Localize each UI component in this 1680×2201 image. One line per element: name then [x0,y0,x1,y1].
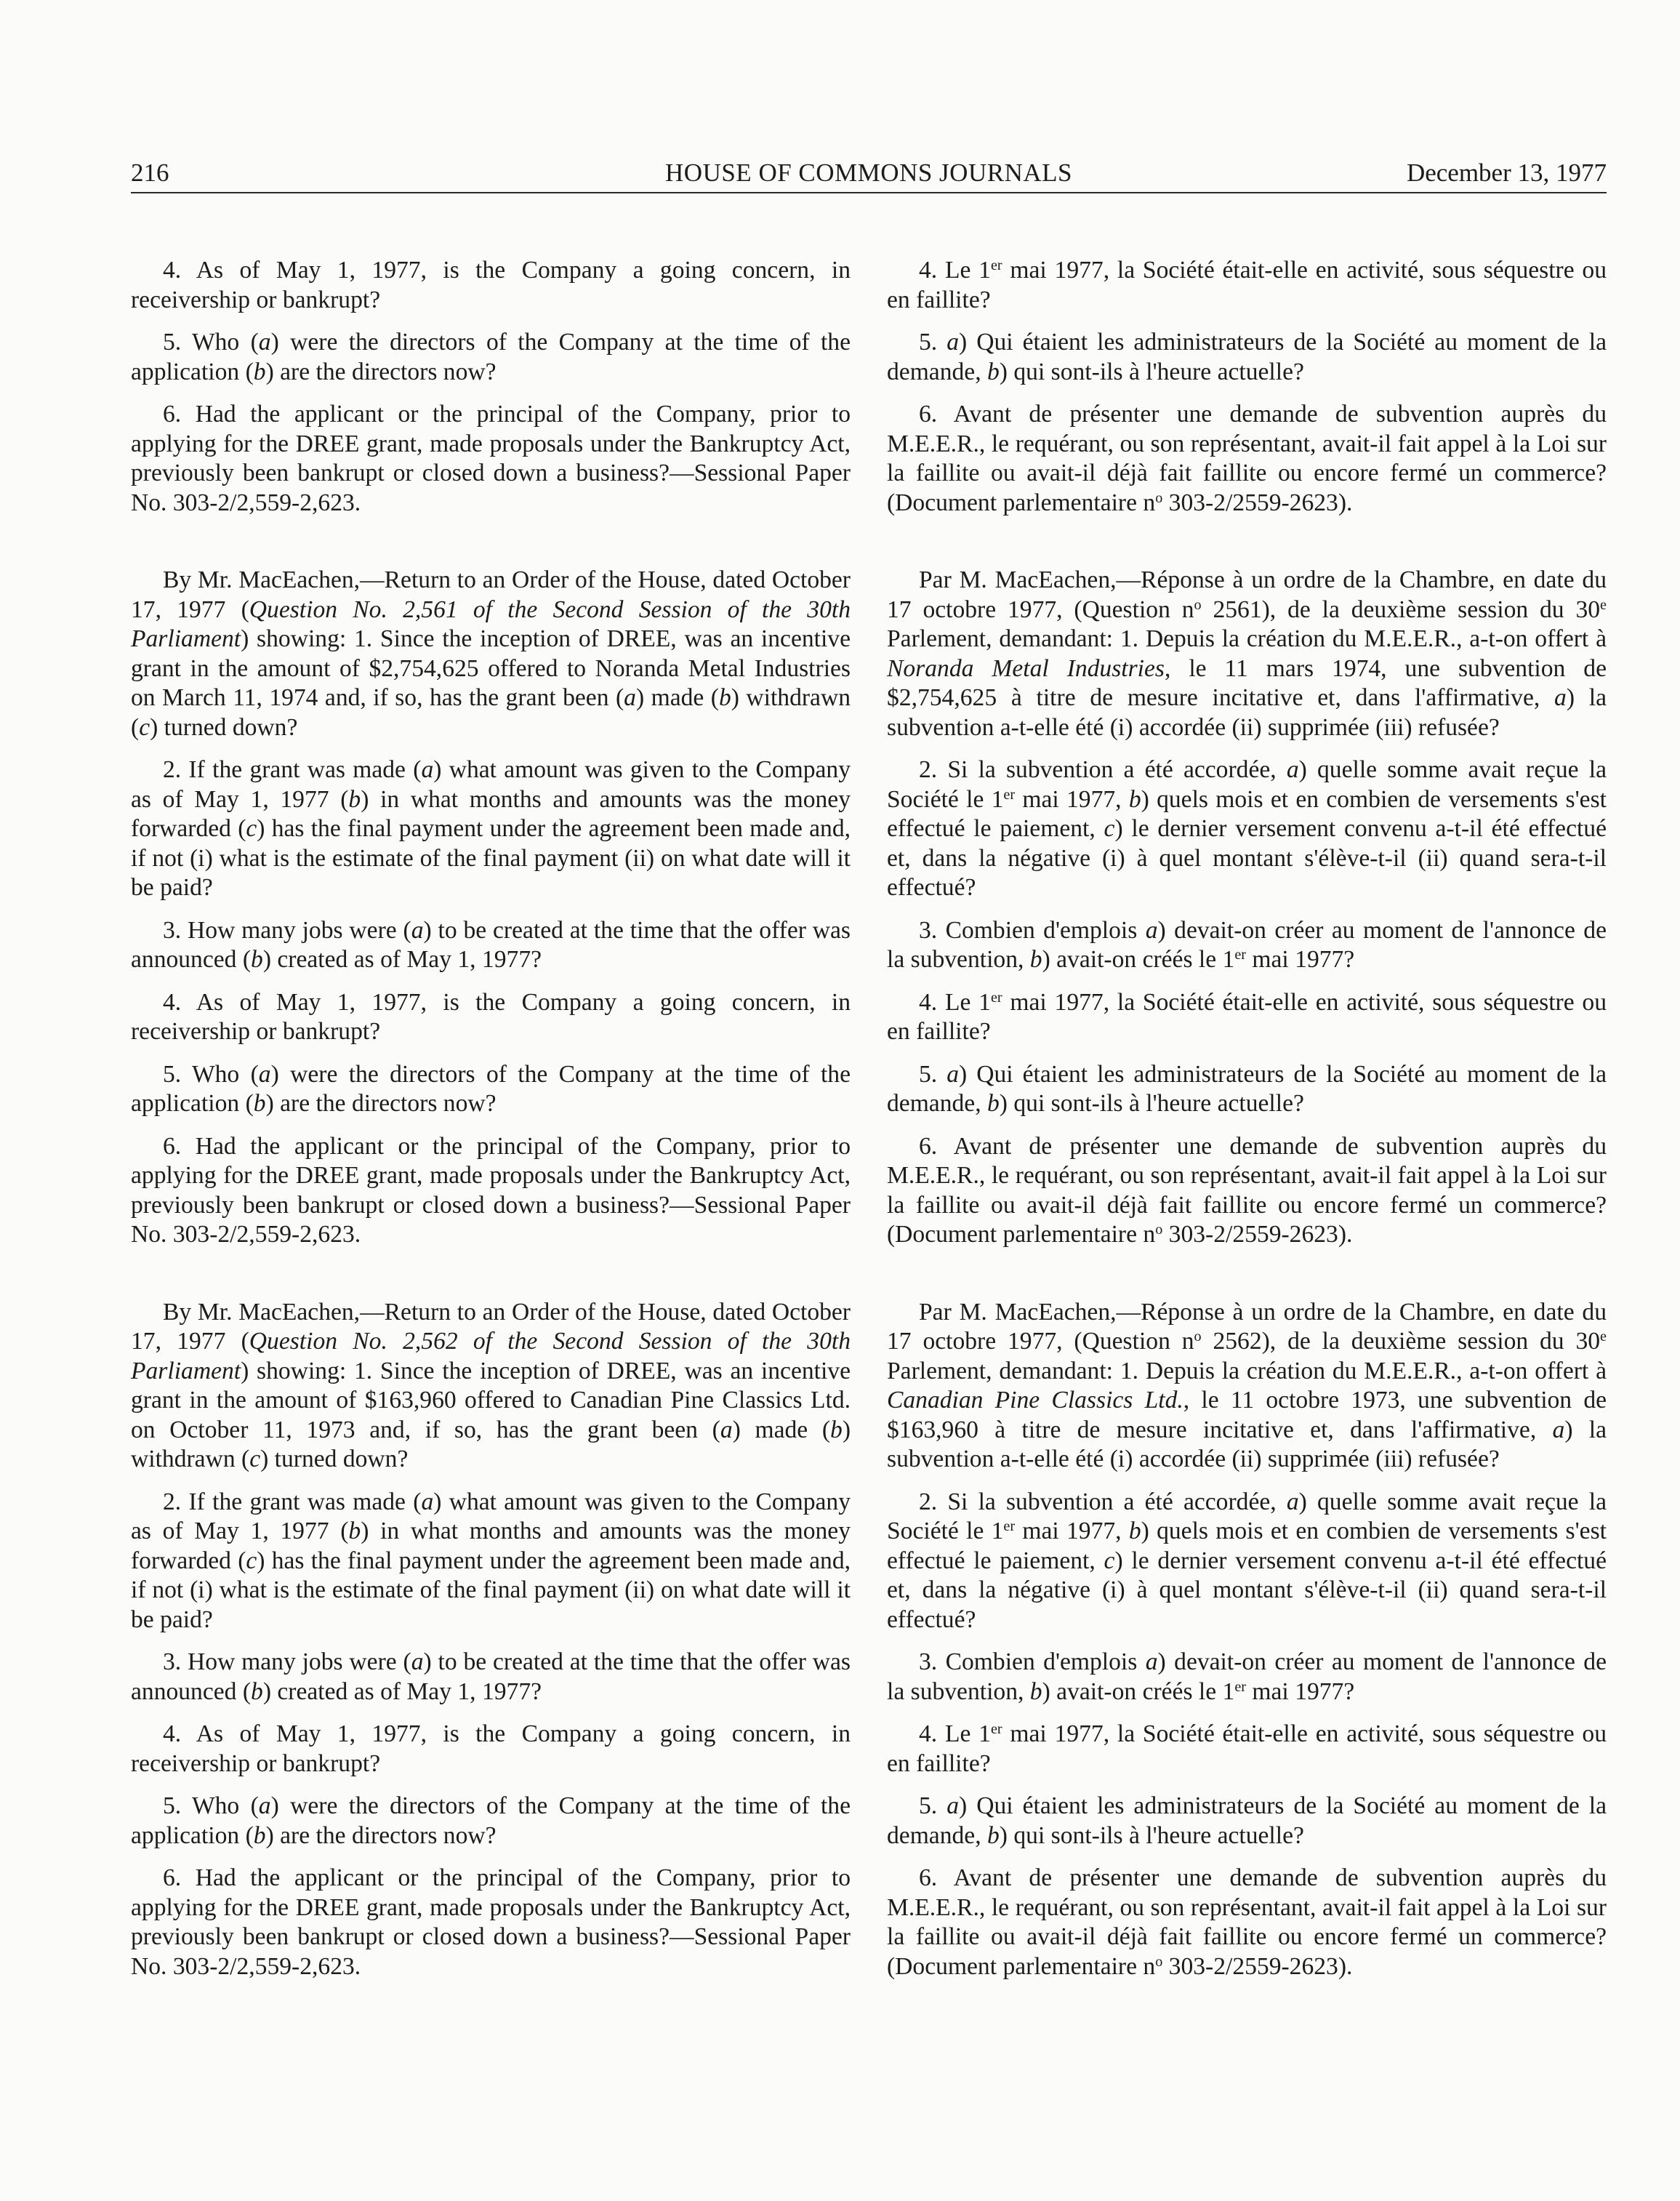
paragraph: 2. If the grant was made (a) what amount was given to the Company as of May 1, 1977 (b) in what months and amounts was the money forwarded (c) has the final payment under the agreement been made and, if not (i) what is the estimate of the final payment (ii) on what date will it be paid? [131,756,851,901]
paragraph: 4. Le 1er mai 1977, la Société était-elle en activité, sous séquestre ou en faillite? [887,1720,1607,1777]
paragraph: 5. a) Qui étaient les administrateurs de la Société au moment de la demande, b) qui sont-ils à l'heure actuelle? [887,1060,1607,1117]
paragraph: 3. How many jobs were (a) to be created at the time that the offer was announced (b) created as of May 1, 1977? [131,1648,851,1705]
paragraph: 2. If the grant was made (a) what amount was given to the Company as of May 1, 1977 (b) in what months and amounts was the money forwarded (c) has the final payment under the agreement been made and, if not (i) what is the estimate of the final payment (ii) on what date will it be paid? [131,1488,851,1633]
paragraph: 3. Combien d'emplois a) devait-on créer au moment de l'annonce de la subvention, b) avait-on créés le 1er mai 1977? [887,916,1607,973]
header-date: December 13, 1977 [1406,159,1607,187]
paragraph: 6. Had the applicant or the principal of the Company, prior to applying for the DREE grant, made proposals under the Bankruptcy Act, previously been bankrupt or closed down a business?—Sessional Paper No. 303-2/2,559-2,623. [131,401,851,516]
return-intro-paragraph: Par M. MacEachen,—Réponse à un ordre de la Chambre, en date du 17 octobre 1977, (Question $n^o$ 2561), de la deuxième session du 30e Parlement, demandant: 1. Depuis la création du M.E.E.R., a-t-on offert à Noranda Metal Industries, le 11 mars 1974, une subvention de $2,754,625 à titre de mesure incitative et, dans l'affirmative, a) la subvention a-t-elle été (i) accordée (ii) supprimée (iii) refusée? [887,566,1607,741]
return-intro-paragraph: By Mr. MacEachen,—Return to an Order of the House, dated October 17, 1977 (Question No. 2,561 of the Second Session of the 30th Parliament) showing: 1. Since the inception of DREE, was an incentive grant in the amount of $2,754,625 offered to Noranda Metal Industries on March 11, 1974 and, if so, has the grant been (a) made (b) withdrawn (c) turned down? [131,566,851,741]
return-intro-paragraph: By Mr. MacEachen,—Return to an Order of the House, dated October 17, 1977 (Question No. 2,562 of the Second Session of the 30th Parliament) showing: 1. Since the inception of DREE, was an incentive grant in the amount of $163,960 offered to Canadian Pine Classics Ltd. on October 11, 1973 and, if so, has the grant been (a) made (b) withdrawn (c) turned down? [131,1298,851,1472]
paragraph: 4. Le 1er mai 1977, la Société était-elle en activité, sous séquestre ou en faillite? [887,257,1607,313]
paragraph: 4. As of May 1, 1977, is the Company a going concern, in receivership or bankrupt? [131,988,851,1045]
paragraph: 6. Had the applicant or the principal of the Company, prior to applying for the DREE grant, made proposals under the Bankruptcy Act, previously been bankrupt or closed down a business?—Sessional Paper No. 303-2/2,559-2,623. [131,1864,851,1980]
paragraph: 6. Had the applicant or the principal of the Company, prior to applying for the DREE grant, made proposals under the Bankruptcy Act, previously been bankrupt or closed down a business?—Sessional Paper No. 303-2/2,559-2,623. [131,1132,851,1248]
paragraph: 3. Combien d'emplois a) devait-on créer au moment de l'annonce de la subvention, b) avait-on créés le 1er mai 1977? [887,1648,1607,1705]
paragraph: 4. As of May 1, 1977, is the Company a going concern, in receivership or bankrupt? [131,1720,851,1777]
paragraph: 5. a) Qui étaient les administrateurs de la Société au moment de la demande, b) qui sont-ils à l'heure actuelle? [887,1792,1607,1849]
page-number: 216 [131,159,169,187]
english-column [131,256,851,1994]
paragraph: 4. Le 1er mai 1977, la Société était-elle en activité, sous séquestre ou en faillite? [887,988,1607,1045]
paragraph: 4. As of May 1, 1977, is the Company a going concern, in receivership or bankrupt? [131,257,851,313]
return-intro-paragraph: Par M. MacEachen,—Réponse à un ordre de la Chambre, en date du 17 octobre 1977, (Question $n^o$ 2562), de la deuxième session du 30e Parlement, demandant: 1. Depuis la création du M.E.E.R., a-t-on offert à Canadian Pine Classics Ltd., le 11 octobre 1973, une subvention de $163,960 à titre de mesure incitative et, dans l'affirmative, a) la subvention a-t-elle été (i) accordée (ii) supprimée (iii) refusée? [887,1298,1607,1472]
paragraph: 5. Who (a) were the directors of the Company at the time of the application (b) are the directors now? [131,1792,851,1849]
paragraph: 5. Who (a) were the directors of the Company at the time of the application (b) are the directors now? [131,329,851,385]
page-header [131,154,1607,193]
paragraph: 6. Avant de présenter une demande de subvention auprès du M.E.E.R., le requérant, ou son représentant, avait-il fait appel à la Loi sur la faillite ou avait-il déjà fait faillite ou encore fermé un commerce? (Document parlementaire $n^o$ 303-2/2559-2623). [887,1132,1607,1248]
paragraph: 2. Si la subvention a été accordée, a) quelle somme avait reçue la Société le 1er mai 1977, b) quels mois et en combien de versements s'est effectué le paiement, c) le dernier versement convenu a-t-il été effectué et, dans la négative (i) à quel montant s'élève-t-il (ii) quand sera-t-il effectué? [887,756,1607,901]
paragraph: 6. Avant de présenter une demande de subvention auprès du M.E.E.R., le requérant, ou son représentant, avait-il fait appel à la Loi sur la faillite ou avait-il déjà fait faillite ou encore fermé un commerce? (Document parlementaire $n^o$ 303-2/2559-2623). [887,401,1607,516]
paragraph: 5. Who (a) were the directors of the Company at the time of the application (b) are the directors now? [131,1060,851,1117]
paragraph: 3. How many jobs were (a) to be created at the time that the offer was announced (b) created as of May 1, 1977? [131,916,851,973]
journal-title: HOUSE OF COMMONS JOURNALS [665,159,1072,187]
paragraph: 5. a) Qui étaient les administrateurs de la Société au moment de la demande, b) qui sont-ils à l'heure actuelle? [887,329,1607,385]
paragraph: 6. Avant de présenter une demande de subvention auprès du M.E.E.R., le requérant, ou son représentant, avait-il fait appel à la Loi sur la faillite ou avait-il déjà fait faillite ou encore fermé un commerce? (Document parlementaire $n^o$ 303-2/2559-2623). [887,1864,1607,1980]
paragraph: 2. Si la subvention a été accordée, a) quelle somme avait reçue la Société le 1er mai 1977, b) quels mois et en combien de versements s'est effectué le paiement, c) le dernier versement convenu a-t-il été effectué et, dans la négative (i) à quel montant s'élève-t-il (ii) quand sera-t-il effectué? [887,1488,1607,1633]
french-column [887,256,1607,1994]
